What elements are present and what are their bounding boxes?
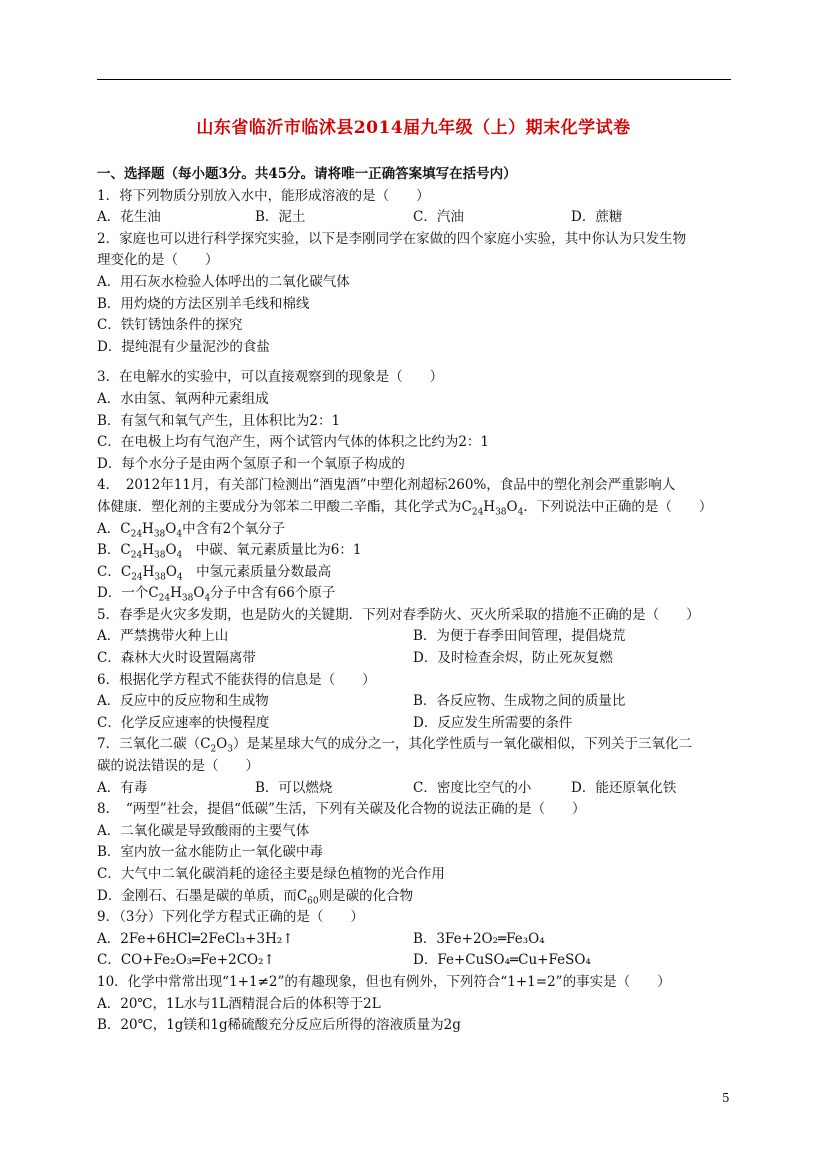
formula-c24h38o4: $C_{24}H_{38}O_4$ [461, 498, 524, 518]
question-1-options [97, 207, 737, 229]
q4-option-d: D．一个$C_{24}H_{38}O_4$分子中含有66个原子 [97, 585, 336, 604]
question-4-stem-line1: 4． 2012年11月，有关部门检测出“酒鬼酒”中塑化剂超标260%，食品中的塑化剂会严重影响人 [97, 477, 676, 494]
question-4-stem-line2: 体健康．塑化剂的主要成分为邻苯二甲酸二辛酯，其化学式为$C_{24}H_{38}O_4$．下列说法中正确的是（ ） [97, 498, 713, 518]
q8-option-d: D．金刚石、石墨是碳的单质，而$C_{60}$则是碳的化合物 [97, 887, 414, 907]
question-2-stem-line1: 2．家庭也可以进行科学探究实验，以下是李刚同学在家做的四个家庭小实验，其中你认为只发生物 [97, 230, 687, 247]
q8-option-a: A．二氧化碳是导致酸雨的主要气体 [97, 822, 310, 839]
formula-c24h38o4: $C_{24}H_{38}O_4$ [120, 520, 183, 540]
q4-option-c: C．$C_{24}H_{38}O_4$ 中氢元素质量分数最高 [97, 563, 332, 583]
q5-option-c: C．森林大火时设置隔离带 [97, 650, 256, 667]
q10-option-b: B．20℃，1g镁和1g稀硫酸充分反应后所得的溶液质量为2g [97, 1017, 461, 1034]
q3-option-d: D．每个水分子是由两个氢原子和一个氧原子构成的 [97, 455, 405, 472]
q7-option-b: B．可以燃烧 [255, 779, 333, 796]
question-6-stem: 6．根据化学方程式不能获得的信息是（ ） [97, 671, 376, 688]
question-6-options-row1 [97, 691, 737, 713]
question-5-options-row1 [97, 626, 737, 648]
formula-c2o3: $C_2O_3$ [200, 736, 233, 756]
q4-option-b: B．$C_{24}H_{38}O_4$ 中碳、氧元素质量比为6：1 [97, 542, 362, 561]
question-5-stem: 5．春季是火灾多发期，也是防火的关键期．下列对春季防火、灭火所采取的措施不正确的是（ ） [97, 606, 700, 623]
question-8-stem: 8． “两型”社会，提倡“低碳”生活，下列有关碳及化合物的说法正确的是（ ） [97, 801, 586, 818]
q3-option-a: A．水由氢、氧两种元素组成 [97, 390, 269, 407]
q8-option-b: B．室内放一盆水能防止一氧化碳中毒 [97, 844, 323, 861]
q9-option-b: B．3Fe+2O₂═Fe₃O₄ [413, 930, 545, 947]
header-rule [97, 79, 731, 80]
question-2-stem-line2: 理变化的是（ ） [97, 252, 219, 269]
q9-option-c: C．CO+Fe₂O₃═Fe+2CO₂↑ [97, 952, 275, 969]
q6-option-d: D．反应发生所需要的条件 [413, 714, 573, 731]
q9-option-d: D．Fe+CuSO₄═Cu+FeSO₄ [413, 952, 591, 969]
q1-option-a: A．花生油 [97, 209, 161, 226]
question-6-options-row2 [97, 713, 737, 735]
page-number: 5 [722, 1091, 730, 1105]
question-3-stem: 3．在电解水的实验中，可以直接观察到的现象是（ ） [97, 369, 444, 386]
q5-option-b: B．为便于春季田间管理，提倡烧荒 [413, 628, 626, 645]
page-title: 山东省临沂市临沭县2014届九年级（上）期末化学试卷 [196, 118, 631, 138]
q6-option-c: C．化学反应速率的快慢程度 [97, 714, 270, 731]
question-7-stem-line1: 7．三氧化二碳$(C_2O_3)$是某星球大气的成分之一，其化学性质与一氧化碳相似，下列关于三氧化二 [97, 736, 692, 756]
q9-option-a: A．2Fe+6HCl═2FeCl₃+3H₂↑ [97, 930, 294, 947]
q1-option-b: B．泥土 [255, 209, 306, 226]
question-7-stem-line2: 碳的说法错误的是（ ） [97, 758, 259, 775]
section-heading: 一、选择题（每小题3分。共45分。请将唯一正确答案填写在括号内） [97, 166, 517, 182]
q1-option-d: D．蔗糖 [571, 209, 623, 226]
q4-option-a: A．$C_{24}H_{38}O_4$中含有2个氧分子 [97, 520, 286, 540]
q8-option-c: C．大气中二氧化碳消耗的途径主要是绿色植物的光合作用 [97, 866, 445, 882]
q1-option-c: C．汽油 [413, 209, 464, 226]
formula-c24h38o4: $C_{24}H_{38}O_4$ [148, 585, 211, 604]
q7-option-a: A．有毒 [97, 779, 148, 796]
question-10-stem: 10．化学中常常出现“1+1≠2”的有趣现象，但也有例外，下列符合“1+1=2”的事实是（ ） [97, 973, 671, 990]
question-7-options [97, 778, 737, 800]
formula-c24h38o4: $C_{24}H_{38}O_4$ [120, 542, 183, 561]
q6-option-b: B．各反应物、生成物之间的质量比 [413, 693, 626, 710]
q7-option-c: C．密度比空气的小 [413, 779, 532, 796]
q2-option-d: D．提纯混有少量泥沙的食盐 [97, 338, 270, 355]
formula-c60: $C_{60}$ [296, 887, 319, 907]
question-9-options-row1 [97, 929, 737, 951]
q2-option-b: B．用灼烧的方法区别羊毛线和棉线 [97, 295, 310, 312]
q10-option-a: A．20℃，1L水与1L酒精混合后的体积等于2L [97, 995, 381, 1012]
question-9-options-row2 [97, 950, 737, 972]
q5-option-a: A．严禁携带火种上山 [97, 628, 229, 645]
exam-content [97, 164, 737, 1037]
question-1-stem: 1．将下列物质分别放入水中，能形成溶液的是（ ） [97, 187, 430, 204]
q5-option-d: D．及时检查余烬，防止死灰复燃 [413, 650, 613, 667]
q3-option-b: B．有氢气和氧气产生，且体积比为2：1 [97, 412, 341, 429]
q2-option-c: C．铁钉锈蚀条件的探究 [97, 317, 243, 334]
q7-option-d: D．能还原氧化铁 [571, 779, 677, 796]
q6-option-a: A．反应中的反应物和生成物 [97, 693, 269, 710]
q3-option-c: C．在电极上均有气泡产生，两个试管内气体的体积之比约为2：1 [97, 434, 490, 451]
question-9-stem: 9．（3分）下列化学方程式正确的是（ ） [97, 909, 364, 926]
q2-option-a: A．用石灰水检验人体呼出的二氧化碳气体 [97, 273, 350, 290]
formula-c24h38o4: $C_{24}H_{38}O_4$ [120, 563, 183, 583]
question-5-options-row2 [97, 648, 737, 670]
